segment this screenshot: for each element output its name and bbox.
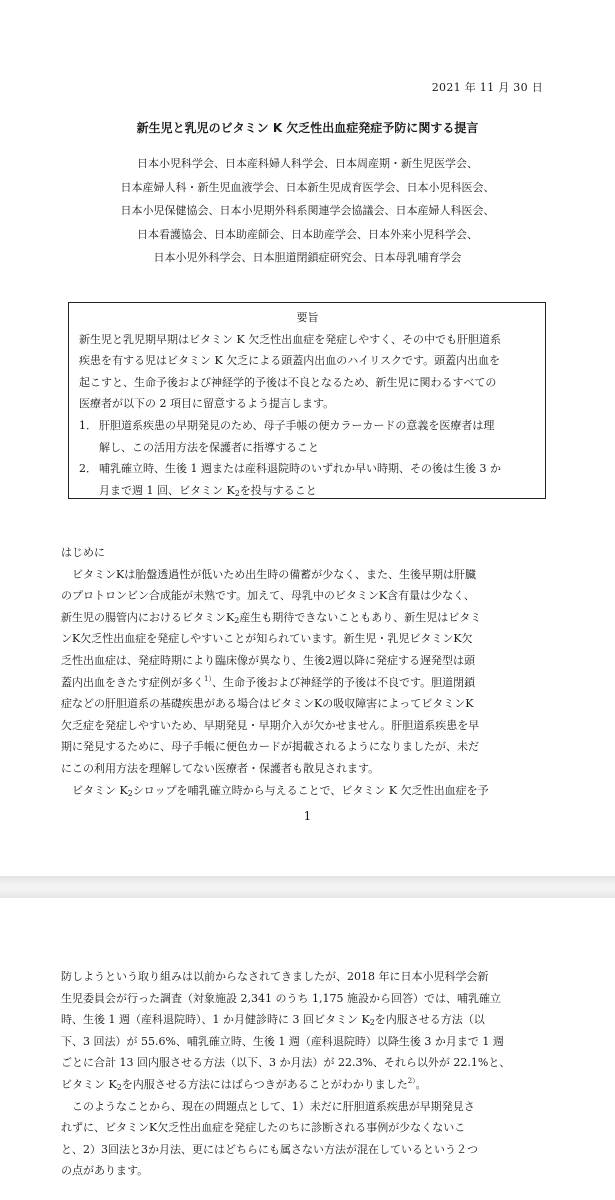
subscript: 2 — [234, 615, 240, 625]
summary-item-1 — [79, 415, 536, 437]
item-text: 哺乳確立時、生後 1 週または産科退院時のいずれか早い時期、その後は生後 3 か — [99, 462, 501, 476]
subscript: 2 — [116, 1082, 122, 1092]
subscript: 2 — [234, 488, 240, 498]
organization-line: 日本小児保健協会、日本小児期外科系関連学会協議会、日本産婦人科医会、 — [120, 204, 495, 217]
body-line — [61, 1074, 555, 1096]
body-line — [61, 672, 555, 694]
body-line: ごとに合計 13 回内服させる方法（以下、3 か月法）が 22.3%、それら以外が 22.1%と、 — [61, 1056, 511, 1070]
body-section-1 — [61, 542, 555, 801]
item-text: 肝胆道系疾患の早期発見のため、母子手帳の便カラーカードの意義を医療者は理 — [99, 418, 495, 432]
body-line: と、2）3回法と3か月法、更にはどちらにも属さない方法が混在しているという２つ — [61, 1142, 478, 1156]
text-run: 月まで週 1 回、ビタミン K — [99, 483, 235, 497]
summary-line: 新生児と乳児期早期はビタミン K 欠乏性出血症を発症しやすく、その中でも肝胆道系 — [79, 332, 501, 346]
text-run: ビタミン K — [61, 783, 128, 797]
body-line — [61, 780, 555, 802]
body-line: れずに、ビタミンK欠乏性出血症を発症したのちに診断される事例が少なくないこ — [61, 1121, 466, 1135]
text-run: 産生も期待できないこともあり、新生児はビタミ — [239, 610, 482, 624]
body-line: 期に発見するために、母子手帳に便色カードが掲載されるようになりましたが、未だ — [61, 740, 479, 754]
document-date: 2021 年 11 月 30 日 — [431, 81, 543, 94]
body-line: 欠乏症を発症しやすいため、早期発見・早期介入が欠かせません。肝胆道系疾患を早 — [61, 718, 480, 732]
body-line: のプロトロンビン合成能が未熟です。加えて、母乳中のビタミンK含有量は少なく、 — [61, 589, 475, 603]
page-number: 1 — [303, 809, 312, 823]
citation-superscript: 1） — [204, 674, 212, 683]
organization-line: 日本小児外科学会、日本胆道閉鎖症研究会、日本母乳哺育学会 — [153, 251, 462, 264]
body-line: このようなことから、現在の問題点として、1）未だに肝胆道系疾患が早期発見さ — [61, 1099, 475, 1113]
text-run: を内服させる方法にはばらつきがあることがわかりました — [121, 1077, 408, 1091]
text-run: 、生命予後および神経学的予後は不良です。胆道閉鎖 — [211, 675, 476, 689]
text-run: を内服させる方法（以 — [374, 1013, 485, 1027]
item-text-continued: 解し、この活用方法を保護者に指導すること — [99, 440, 319, 454]
body-line: の点があります。 — [61, 1164, 149, 1178]
page-divider — [0, 876, 615, 898]
organization-list — [0, 152, 615, 270]
item-text-continued — [79, 480, 536, 502]
body-line: 症などの肝胆道系の基礎疾患がある場合はビタミンKの吸収障害によってビタミンK — [61, 697, 474, 711]
text-run: 蓋内出血をきたす症例が多く — [61, 675, 204, 689]
summary-line: 医療者が以下の 2 項目に留意するよう提言します。 — [79, 397, 335, 411]
summary-box — [68, 302, 546, 499]
organization-line: 日本小児科学会、日本産科婦人科学会、日本周産期・新生児医学会、 — [137, 157, 478, 170]
body-line: ンK欠乏性出血症を発症しやすいことが知られています。新生児・乳児ビタミンK欠 — [61, 632, 473, 646]
body-line: 防しようという取り組みは以前からなされてきましたが、2018 年に日本小児科学会新 — [61, 970, 489, 983]
body-line: にこの利用方法を理解してない医療者・保護者も散見されます。 — [61, 761, 380, 775]
text-run: ビタミン K — [61, 1077, 117, 1091]
item-number: 2． — [79, 462, 97, 476]
document-title: 新生児と乳児のビタミン K 欠乏性出血症発症予防に関する提言 — [136, 121, 479, 135]
body-line — [61, 1009, 555, 1031]
text-run: 。 — [415, 1077, 427, 1091]
text-run: シロップを哺乳確立時から与えることで、ビタミン K 欠乏性出血症を予 — [132, 783, 489, 797]
body-line: 下、3 回法）が 55.6%、哺乳確立時、生後 1 週（産科退院時）以降生後 3 か月まで 1 週 — [61, 1034, 504, 1048]
subscript: 2 — [369, 1018, 375, 1028]
text-run: 新生児の腸管内におけるビタミンK — [61, 610, 235, 624]
section-heading: はじめに — [61, 546, 105, 559]
citation-superscript: 2） — [407, 1076, 416, 1085]
summary-line: 疾患を有する児はビタミン K 欠乏による頭蓋内出血のハイリスクです。頭蓋内出血を — [79, 354, 501, 368]
summary-heading: 要旨 — [296, 311, 319, 324]
body-section-2 — [61, 966, 555, 1182]
text-run: 時、生後 1 週（産科退院時）、1 か月健診時に 3 回ビタミン K — [61, 1013, 370, 1027]
organization-line: 日本看護協会、日本助産師会、日本助産学会、日本外来小児科学会、 — [137, 227, 478, 241]
item-number: 1． — [79, 418, 97, 432]
body-line: ビタミンKは胎盤透過性が低いため出生時の備蓄が少なく、また、生後早期は肝臓 — [61, 567, 476, 581]
body-line: 生児委員会が行った調査（対象施設 2,341 のうち 1,175 施設から回答）では、哺乳確立 — [61, 991, 501, 1005]
summary-item-2 — [79, 458, 536, 480]
organization-line: 日本産婦人科・新生児血液学会、日本新生児成育医学会、日本小児科医会、 — [120, 180, 495, 194]
text-run: を投与すること — [239, 483, 317, 497]
body-line: 乏性出血症は、発症時期により臨床像が異なり、生後2週以降に発症する遅発型は頭 — [61, 653, 475, 667]
summary-line: 起こすと、生命予後および神経学的予後は不良となるため、新生児に関わるすべての — [79, 375, 497, 389]
subscript: 2 — [127, 788, 133, 798]
body-line — [61, 607, 555, 629]
